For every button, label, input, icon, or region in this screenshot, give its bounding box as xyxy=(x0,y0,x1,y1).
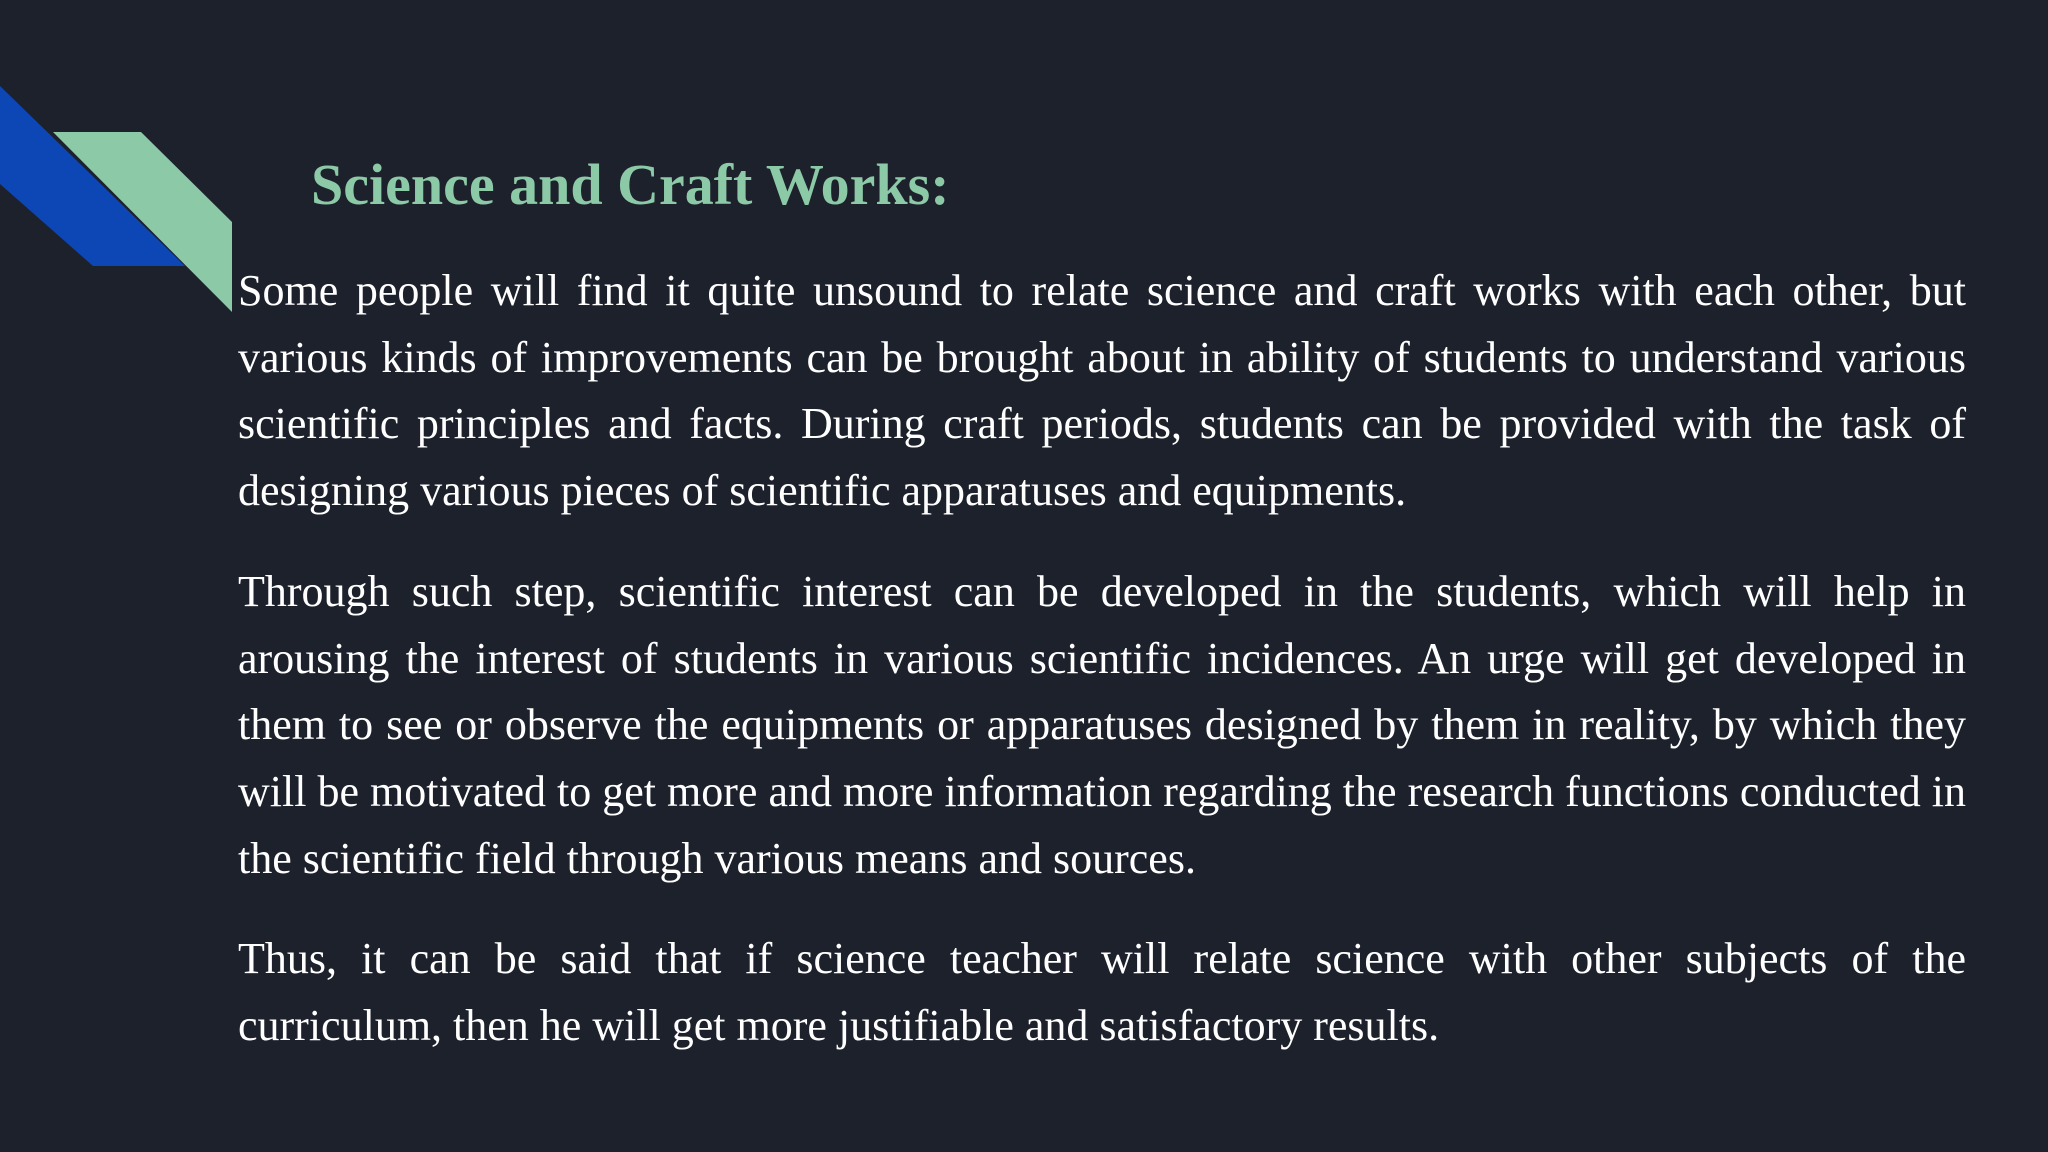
paragraph-2: Through such step, scientific interest can be developed in the students, which will help in arousing the interest of students in various scientific incidences. An urge will get developed in them to see or observe the equipments or apparatuses designed by them in reality, by which they will be motivated to get more and more information regarding the research functions conducted in the scientific field through various means and sources. xyxy=(238,566,1966,883)
corner-decoration xyxy=(0,0,240,320)
slide-body xyxy=(238,258,1966,1094)
paragraph-3: Thus, it can be said that if science teacher will relate science with other subjects of the curriculum, then he will get more justifiable and satisfactory results. xyxy=(238,934,1966,1051)
paragraph-1: Some people will find it quite unsound to relate science and craft works with each other, but various kinds of improvements can be brought about in ability of students to understand various scientific principles and facts. During craft periods, students can be provided with the task of designing various pieces of scientific apparatuses and equipments. xyxy=(238,266,1966,516)
slide-title: Science and Craft Works: xyxy=(311,152,950,217)
